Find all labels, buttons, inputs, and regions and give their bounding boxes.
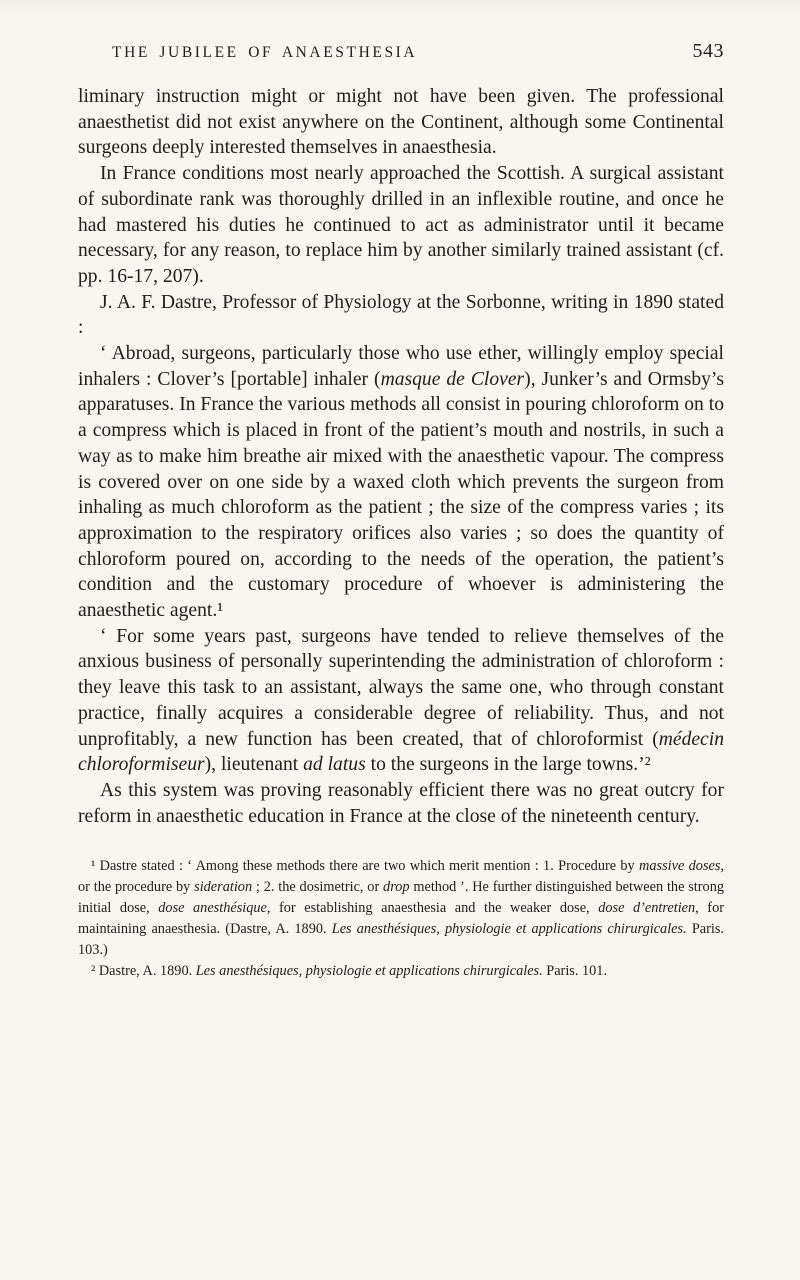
body-paragraph: liminary instruction might or might not have been given. The professional anaesthetist did not exist anywhere on the Continent, although some Continental surgeons deeply interested themselves in anaesthesia. (78, 86, 724, 159)
body-paragraph: J. A. F. Dastre, Professor of Physiology at the Sorbonne, writing in 1890 stated : (78, 291, 724, 339)
body-paragraph: In France conditions most nearly approached the Scottish. A surgical assistant of subordinate rank was thoroughly drilled in an inflexible routine, and once he had mastered his duties he continued to act as administrator until it became necessary, for any reason, to replace him by another similarly trained assistant (cf. pp. 16-17, 207). (78, 163, 724, 287)
footnote-section (78, 856, 724, 981)
quote-paragraph: ‘ For some years past, surgeons have tended to relieve themselves of the anxious business of personally superintending the administration of chloroform : they leave this task to an assistant, always the same one, who through constant practice, finally acquires a considerable degree of reliability. Thus, and not unprofitably, a new function has been created, that of chloroformist (médecin chloroformiseur), lieutenant ad latus to the surgeons in the large towns.’² (78, 625, 724, 776)
footnote: ² Dastre, A. 1890. Les anesthésiques, physiologie et applications chirurgicales. Paris. 101. (91, 962, 608, 979)
quote-paragraph: ‘ Abroad, surgeons, particularly those who use ether, willingly employ special inhalers : Clover’s [portable] inhaler (masque de Clover), Junker’s and Ormsby’s apparatuses. In France the various methods all consist in pouring chloroform on to a compress which is placed in front of the patient’s mouth and nostrils, in such a way as to make him breathe air mixed with the anaesthetic vapour. The compress is covered over on one side by a waxed cloth which prevents the surgeon from inhaling as much chloroform as the patient ; the size of the compress varies ; its approximation to the respiratory orifices also varies ; so does the quantity of chloroform poured on, according to the needs of the operation, the patient’s condition and the customary procedure of whoever is administering the anaesthetic agent.¹ (78, 343, 724, 622)
body-paragraph: As this system was proving reasonably efficient there was no great outcry for reform in anaesthetic education in France at the close of the nineteenth century. (78, 779, 724, 827)
footnote: ¹ Dastre stated : ‘ Among these methods there are two which merit mention : 1. Procedure by massive doses, or the procedure by sideration ; 2. the dosimetric, or drop method ’. He further distinguished between the strong initial dose, dose anesthésique, for establishing anaesthesia and the weaker dose, dose d’entretien, for maintaining anaesthesia. (Dastre, A. 1890. Les anesthésiques, physiologie et applications chirurgicales. Paris. 103.) (78, 858, 724, 959)
running-head (78, 40, 724, 63)
running-head-title: THE JUBILEE OF ANAESTHESIA (112, 44, 418, 61)
page-number: 543 (692, 40, 724, 62)
body-text (78, 84, 724, 829)
